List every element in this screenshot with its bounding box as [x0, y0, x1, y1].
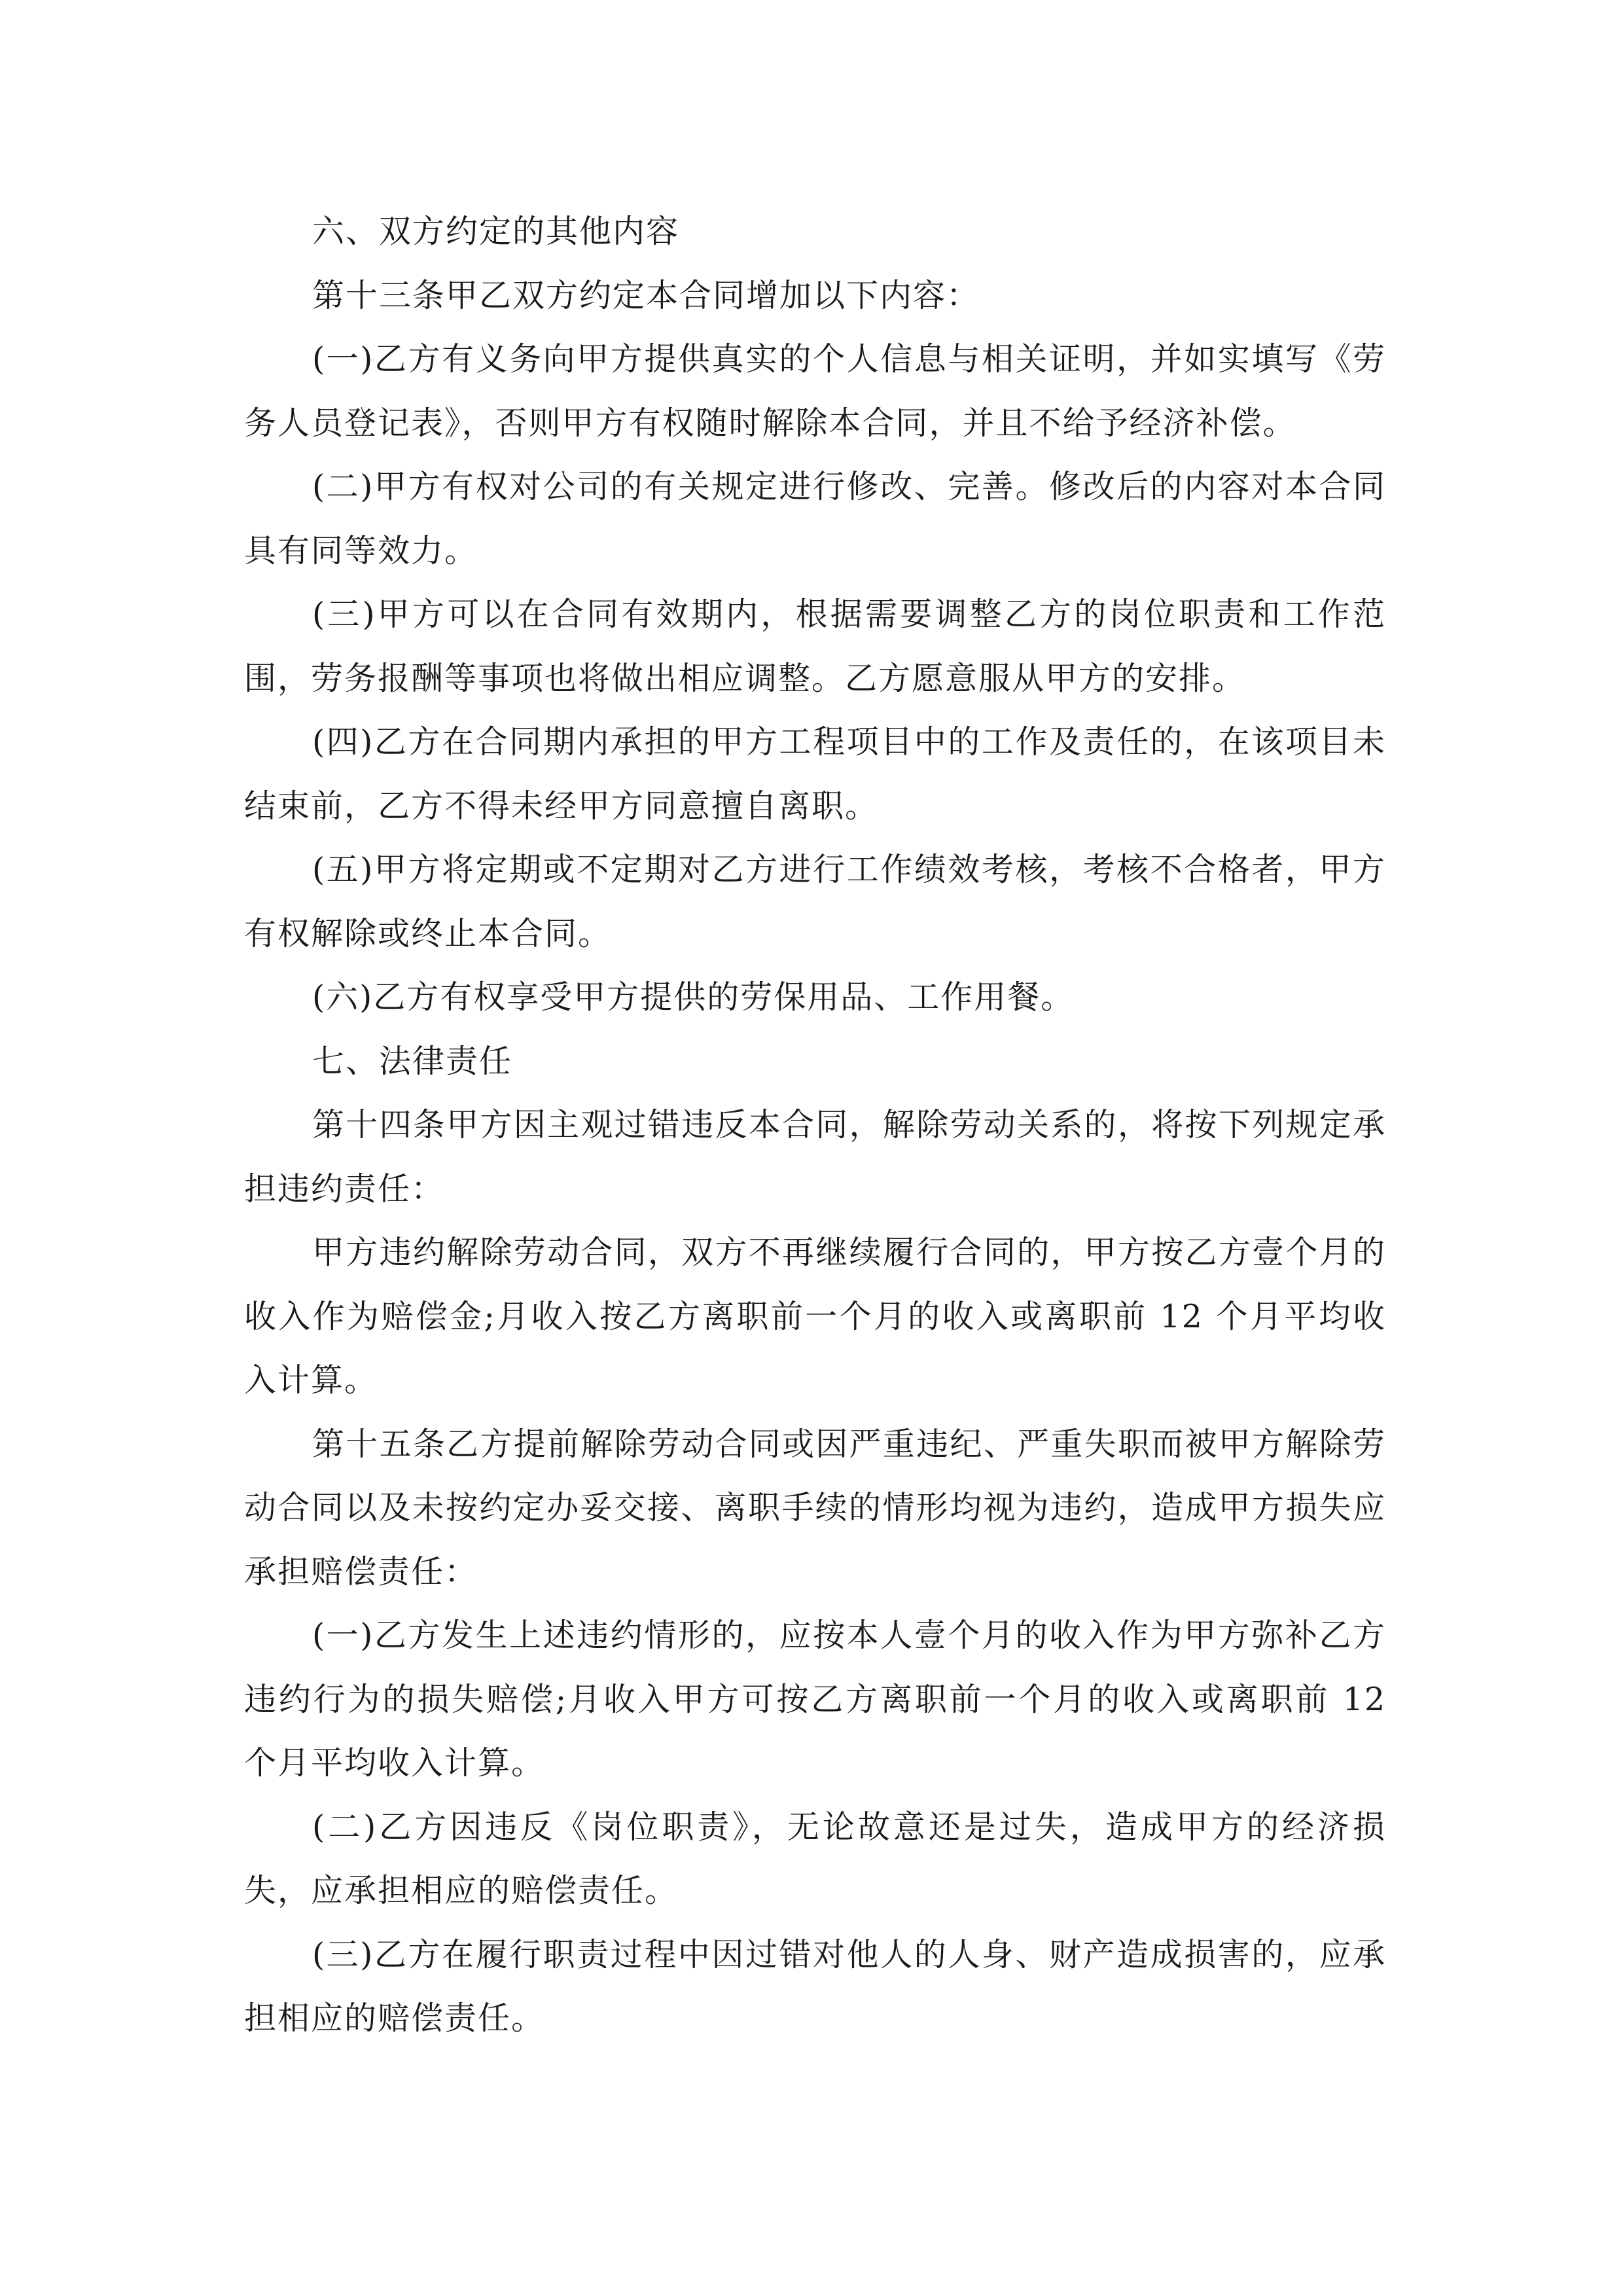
document-body [244, 200, 1386, 2051]
section-heading-legal-liability: 七、法律责任 [312, 1042, 513, 1080]
article-13: 第十三条甲乙双方约定本合同增加以下内容： [312, 276, 980, 314]
section-heading-other-terms: 六、双方约定的其他内容 [312, 213, 680, 250]
article-14: 第十四条甲方因主观过错违反本合同，解除劳动关系的，将按下列规定承担违约责任： [244, 1106, 1386, 1208]
article-15-item-1: (一)乙方发生上述违约情形的，应按本人壹个月的收入作为甲方弥补乙方违约行为的损失赔偿;月收入甲方可按乙方离职前一个月的收入或离职前 12 个月平均收入计算。 [244, 1617, 1386, 1782]
article-15-item-3: (三)乙方在履行职责过程中因过错对他人的人身、财产造成损害的，应承担相应的赔偿责任。 [244, 1935, 1386, 2037]
article-13-item-6: (六)乙方有权享受甲方提供的劳保用品、工作用餐。 [312, 978, 1075, 1016]
article-13-item-1: (一)乙方有义务向甲方提供真实的个人信息与相关证明，并如实填写《劳务人员登记表》，否则甲方有权随时解除本合同，并且不给予经济补偿。 [244, 340, 1386, 442]
article-13-item-2: (二)甲方有权对公司的有关规定进行修改、完善。修改后的内容对本合同具有同等效力。 [244, 468, 1386, 569]
article-15-item-2: (二)乙方因违反《岗位职责》，无论故意还是过失，造成甲方的经济损失，应承担相应的赔偿责任。 [244, 1808, 1386, 1909]
article-14-detail: 甲方违约解除劳动合同，双方不再继续履行合同的，甲方按乙方壹个月的收入作为赔偿金;月收入按乙方离职前一个月的收入或离职前 12 个月平均收入计算。 [244, 1234, 1386, 1399]
article-13-item-5: (五)甲方将定期或不定期对乙方进行工作绩效考核，考核不合格者，甲方有权解除或终止本合同。 [244, 851, 1386, 952]
article-15: 第十五条乙方提前解除劳动合同或因严重违纪、严重失职而被甲方解除劳动合同以及未按约定办妥交接、离职手续的情形均视为违约，造成甲方损失应承担赔偿责任： [244, 1425, 1386, 1590]
article-13-item-4: (四)乙方在合同期内承担的甲方工程项目中的工作及责任的，在该项目未结束前，乙方不得未经甲方同意擅自离职。 [244, 723, 1386, 825]
article-13-item-3: (三)甲方可以在合同有效期内，根据需要调整乙方的岗位职责和工作范围，劳务报酬等事项也将做出相应调整。乙方愿意服从甲方的安排。 [244, 596, 1386, 697]
